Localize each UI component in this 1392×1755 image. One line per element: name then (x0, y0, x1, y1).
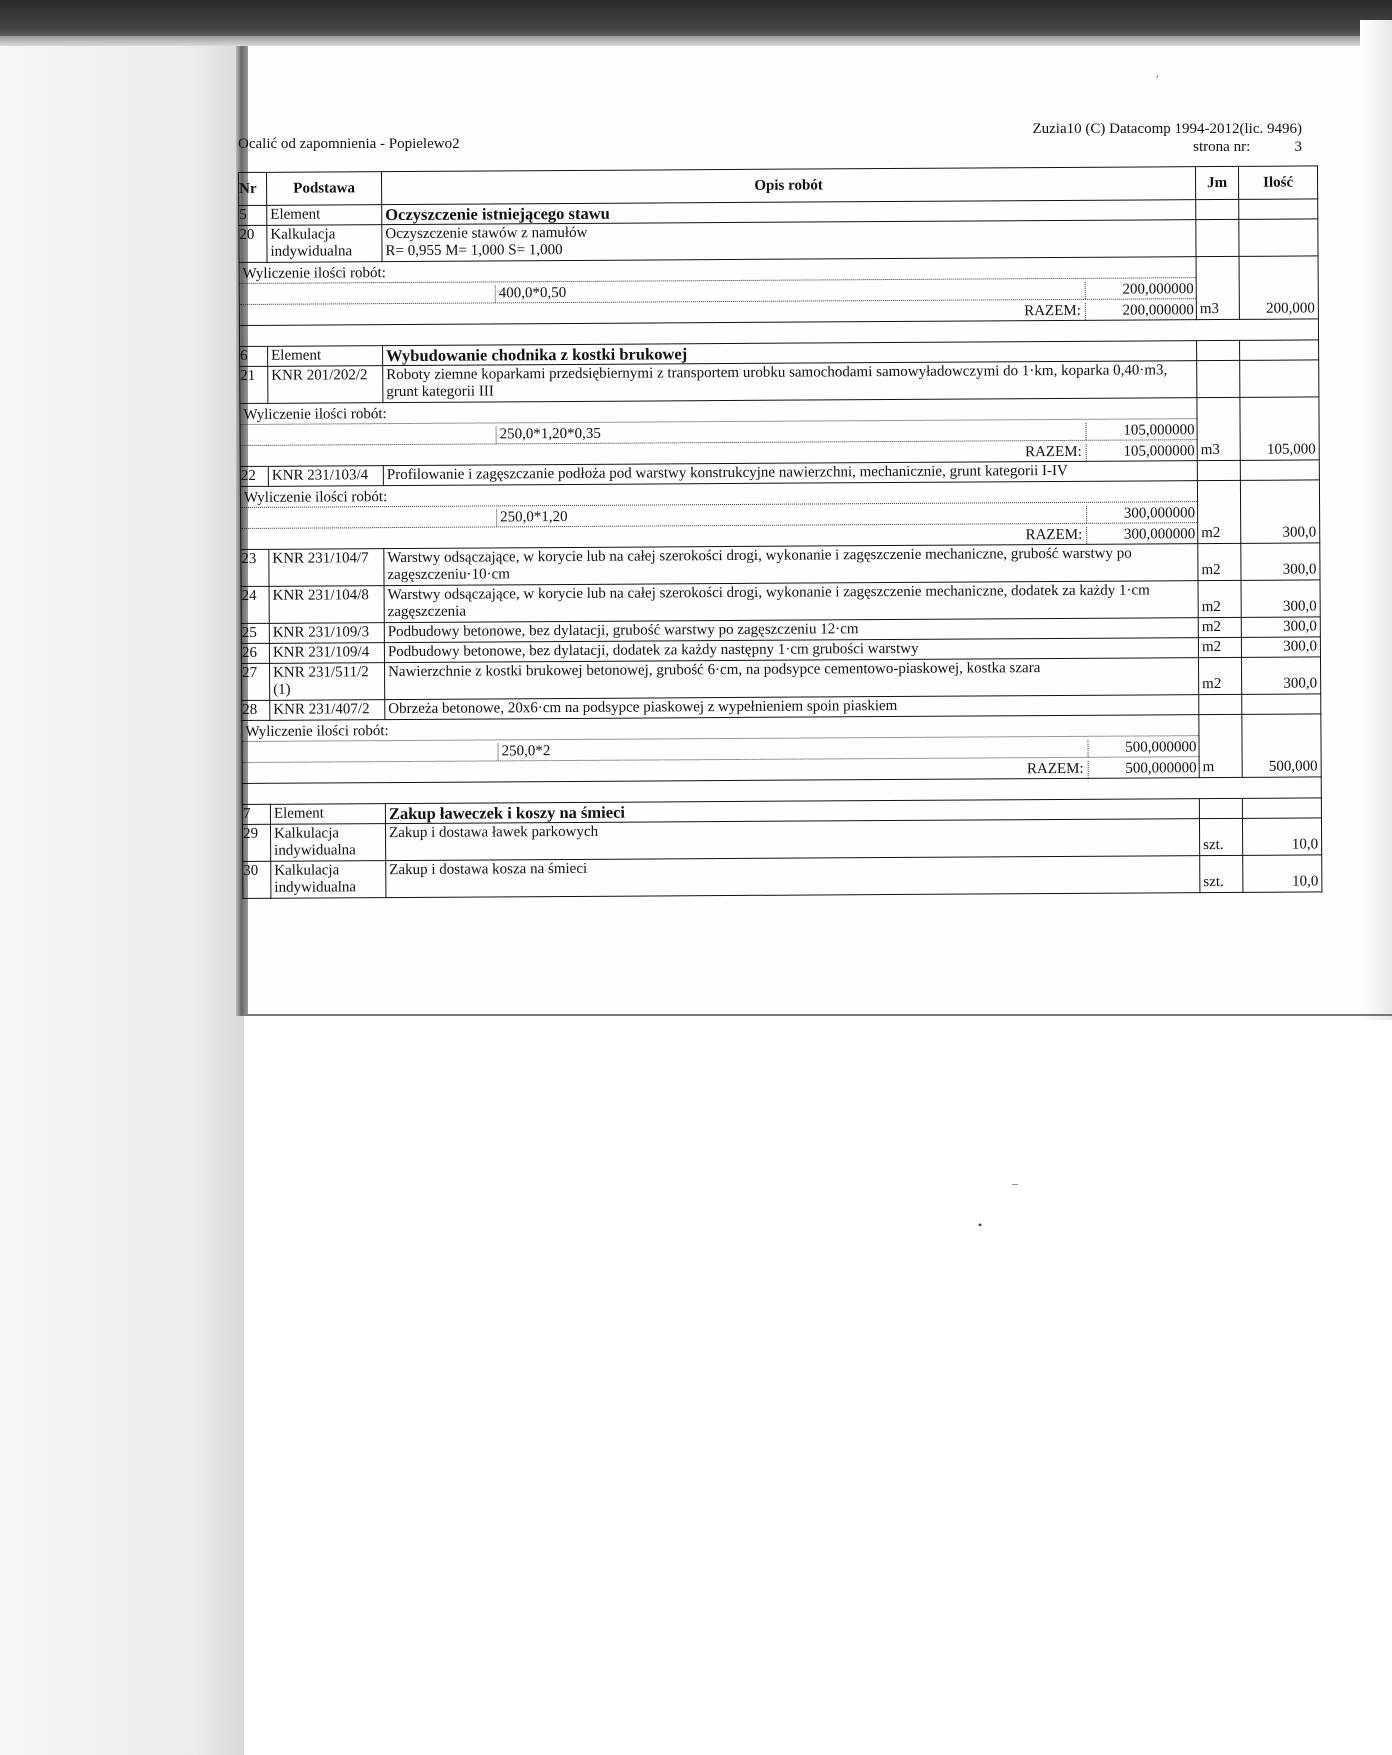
razem-label: RAZEM: (1024, 302, 1081, 320)
calc-label: Wyliczenie ilości robót: (242, 265, 386, 282)
razem-value: 300,000000 (1086, 526, 1197, 544)
row-jm: m (1199, 714, 1242, 777)
razem-label: RAZEM: (1025, 526, 1083, 544)
row-nr: 28 (242, 700, 270, 720)
empty-cell (1239, 199, 1318, 219)
row-opis-text: Oczyszczenie stawów z namułów (385, 224, 588, 243)
calc-block (242, 715, 1199, 784)
element-nr: 7 (242, 804, 270, 824)
row-opis: Profilowanie i zagęszczanie podłoża pod warstwy konstrukcyjne nawierzchni, mechanicznie, grunt kategorii I-IV (383, 461, 1197, 486)
row-podstawa: KNR 231/104/7 (269, 549, 384, 587)
empty-cell (1240, 360, 1319, 397)
row-opis: Nawierzchnie z kostki brukowej betonowej, grubość 6·cm, na podsypce cementowo-piaskowej, kostka szara (384, 658, 1198, 700)
scan-speck: • (978, 1218, 983, 1232)
row-opis (382, 220, 1196, 262)
sheet-bottom-edge (244, 1014, 1392, 1016)
row-jm: m3 (1197, 397, 1240, 460)
row-opis: Warstwy odsączające, w korycie lub na całej szerokości drogi, wykonanie i zagęszczenie mechaniczne, dodatek za każdy 1·cm zagęszczenia (384, 581, 1198, 623)
kosztorys-table (238, 165, 1322, 899)
row-nr: 22 (240, 466, 268, 486)
row-jm: m3 (1196, 256, 1239, 319)
element-label: Element (268, 346, 383, 367)
row-podstawa: KNR 231/109/3 (269, 623, 384, 644)
empty-cell (1242, 798, 1321, 818)
row-jm: m2 (1198, 543, 1241, 580)
document-header-right (996, 120, 1302, 156)
calc-expression: 250,0*2 (497, 740, 1087, 761)
software-license: Zuzia10 (C) Datacomp 1994-2012(lic. 9496) (1032, 121, 1302, 137)
calc-row (239, 256, 1318, 326)
row-ilosc: 105,000 (1240, 397, 1319, 460)
empty-cell (1199, 694, 1242, 714)
razem-label: RAZEM: (1026, 760, 1084, 778)
row-nr: 30 (243, 861, 271, 898)
row-ilosc: 300,0 (1241, 617, 1320, 637)
page-number-label: strona nr: (1193, 139, 1251, 155)
calc-label: Wyliczenie ilości robót: (243, 406, 387, 423)
row-jm: m2 (1198, 657, 1241, 694)
calc-label: Wyliczenie ilości robót: (243, 489, 388, 506)
document-title: Ocalić od zapomnienia - Popielewo2 (238, 136, 460, 152)
row-opis: Roboty ziemne koparkami przedsiębiernymi z transportem urobku samochodami samowyładowczymi do 1·km, koparka 0,40·m3, grunt kategorii III (383, 361, 1197, 403)
row-podstawa: KNR 231/104/8 (269, 586, 384, 624)
calc-block (239, 257, 1196, 326)
row-opis: Zakup i dostawa ławek parkowych (385, 819, 1199, 861)
row-ilosc: 300,0 (1241, 543, 1320, 580)
row-ilosc: 10,0 (1243, 855, 1322, 892)
row-opis: Zakup i dostawa kosza na śmieci (386, 856, 1200, 898)
row-nr: 29 (242, 824, 270, 861)
row-jm: szt. (1200, 855, 1243, 892)
row-podstawa: Kalkulacja indywidualna (267, 225, 382, 263)
row-jm: m2 (1198, 637, 1241, 657)
row-podstawa: KNR 231/103/4 (268, 466, 383, 487)
row-ilosc: 500,000 (1242, 714, 1321, 777)
table-row (243, 855, 1322, 899)
row-ilosc: 200,000 (1239, 256, 1318, 319)
row-nr: 23 (241, 549, 269, 586)
row-nr: 27 (242, 663, 270, 700)
calc-expression: 250,0*1,20 (496, 506, 1086, 527)
row-podstawa: Kalkulacja indywidualna (270, 824, 385, 862)
cost-estimate-table (238, 165, 1322, 899)
row-jm: m2 (1197, 480, 1240, 543)
row-podstawa: KNR 231/109/4 (269, 643, 384, 664)
element-label: Element (270, 804, 385, 825)
row-nr: 21 (240, 366, 268, 403)
element-nr: 6 (240, 346, 268, 366)
row-nr: 26 (241, 643, 269, 663)
empty-cell (1197, 340, 1240, 360)
row-jm: m2 (1198, 617, 1241, 637)
element-title: Zakup ławeczek i koszy na śmieci (385, 799, 1199, 824)
left-page-area (0, 46, 244, 1755)
empty-cell (1240, 460, 1319, 480)
row-params: R= 0,955 M= 1,000 S= 1,000 (385, 242, 563, 260)
element-title: Wybudowanie chodnika z kostki brukowej (383, 341, 1197, 366)
page-number-line (996, 138, 1302, 156)
calc-block (240, 481, 1197, 550)
empty-cell (1199, 798, 1242, 818)
element-label: Element (267, 205, 382, 226)
empty-cell (1197, 460, 1240, 480)
column-header-ilosc: Ilość (1238, 166, 1317, 199)
empty-cell (1239, 219, 1318, 256)
row-ilosc: 300,0 (1241, 657, 1320, 694)
razem-value: 105,000000 (1086, 443, 1197, 461)
calc-value: 300,000000 (1086, 505, 1197, 523)
row-podstawa: KNR 231/511/2 (1) (270, 663, 385, 701)
razem-value: 200,000000 (1085, 302, 1196, 320)
empty-cell (1196, 199, 1239, 219)
row-jm: szt. (1199, 818, 1242, 855)
calc-label: Wyliczenie ilości robót: (245, 723, 389, 740)
row-opis: Podbudowy betonowe, bez dylatacji, grubość warstwy po zagęszczeniu 12·cm (384, 618, 1198, 643)
razem-label: RAZEM: (1025, 443, 1082, 461)
razem-value: 500,000000 (1088, 760, 1199, 778)
row-ilosc: 300,0 (1241, 637, 1320, 657)
element-title: Oczyszczenie istniejącego stawu (382, 200, 1196, 225)
row-nr: 24 (241, 586, 269, 623)
empty-cell (1196, 219, 1239, 256)
empty-cell (1197, 360, 1240, 397)
empty-cell (1242, 694, 1321, 714)
scan-speck: – (1012, 1176, 1018, 1190)
column-header-jm: Jm (1195, 166, 1238, 199)
calc-row (242, 714, 1321, 784)
row-ilosc: 300,0 (1240, 480, 1319, 543)
empty-cell (1240, 340, 1319, 360)
row-jm: m2 (1198, 580, 1241, 617)
scan-speck: ′ (1156, 72, 1159, 86)
row-ilosc: 10,0 (1242, 818, 1321, 855)
calc-expression: 250,0*1,20*0,35 (496, 423, 1086, 444)
page-number: 3 (1294, 139, 1302, 155)
calc-value: 105,000000 (1086, 422, 1197, 440)
calc-expression: 400,0*0,50 (495, 282, 1085, 303)
row-opis: Podbudowy betonowe, bez dylatacji, dodatek za każdy następny 1·cm grubości warstwy (384, 638, 1198, 663)
row-opis: Obrzeża betonowe, 20x6·cm na podsypce piaskowej z wypełnieniem spoin piaskiem (385, 695, 1199, 720)
row-podstawa: Kalkulacja indywidualna (271, 861, 386, 899)
row-opis: Warstwy odsączające, w korycie lub na całej szerokości drogi, wykonanie i zagęszczenie mechaniczne, grubość warstwy po zagęszczeniu·10·cm (384, 544, 1198, 586)
row-ilosc: 300,0 (1241, 580, 1320, 617)
row-podstawa: KNR 201/202/2 (268, 366, 383, 404)
column-header-podstawa: Podstawa (267, 172, 382, 206)
row-nr: 25 (241, 623, 269, 643)
right-page-edge (1360, 20, 1392, 1020)
column-header-opis: Opis robót (382, 167, 1196, 205)
calc-value: 200,000000 (1085, 281, 1196, 299)
row-podstawa: KNR 231/407/2 (270, 700, 385, 721)
calc-row (240, 397, 1319, 467)
column-header-nr: Nr (239, 172, 267, 205)
calc-block (240, 398, 1197, 467)
element-nr: 5 (239, 205, 267, 225)
calc-row (240, 480, 1319, 550)
row-nr: 20 (239, 225, 267, 262)
calc-value: 500,000000 (1087, 739, 1198, 757)
